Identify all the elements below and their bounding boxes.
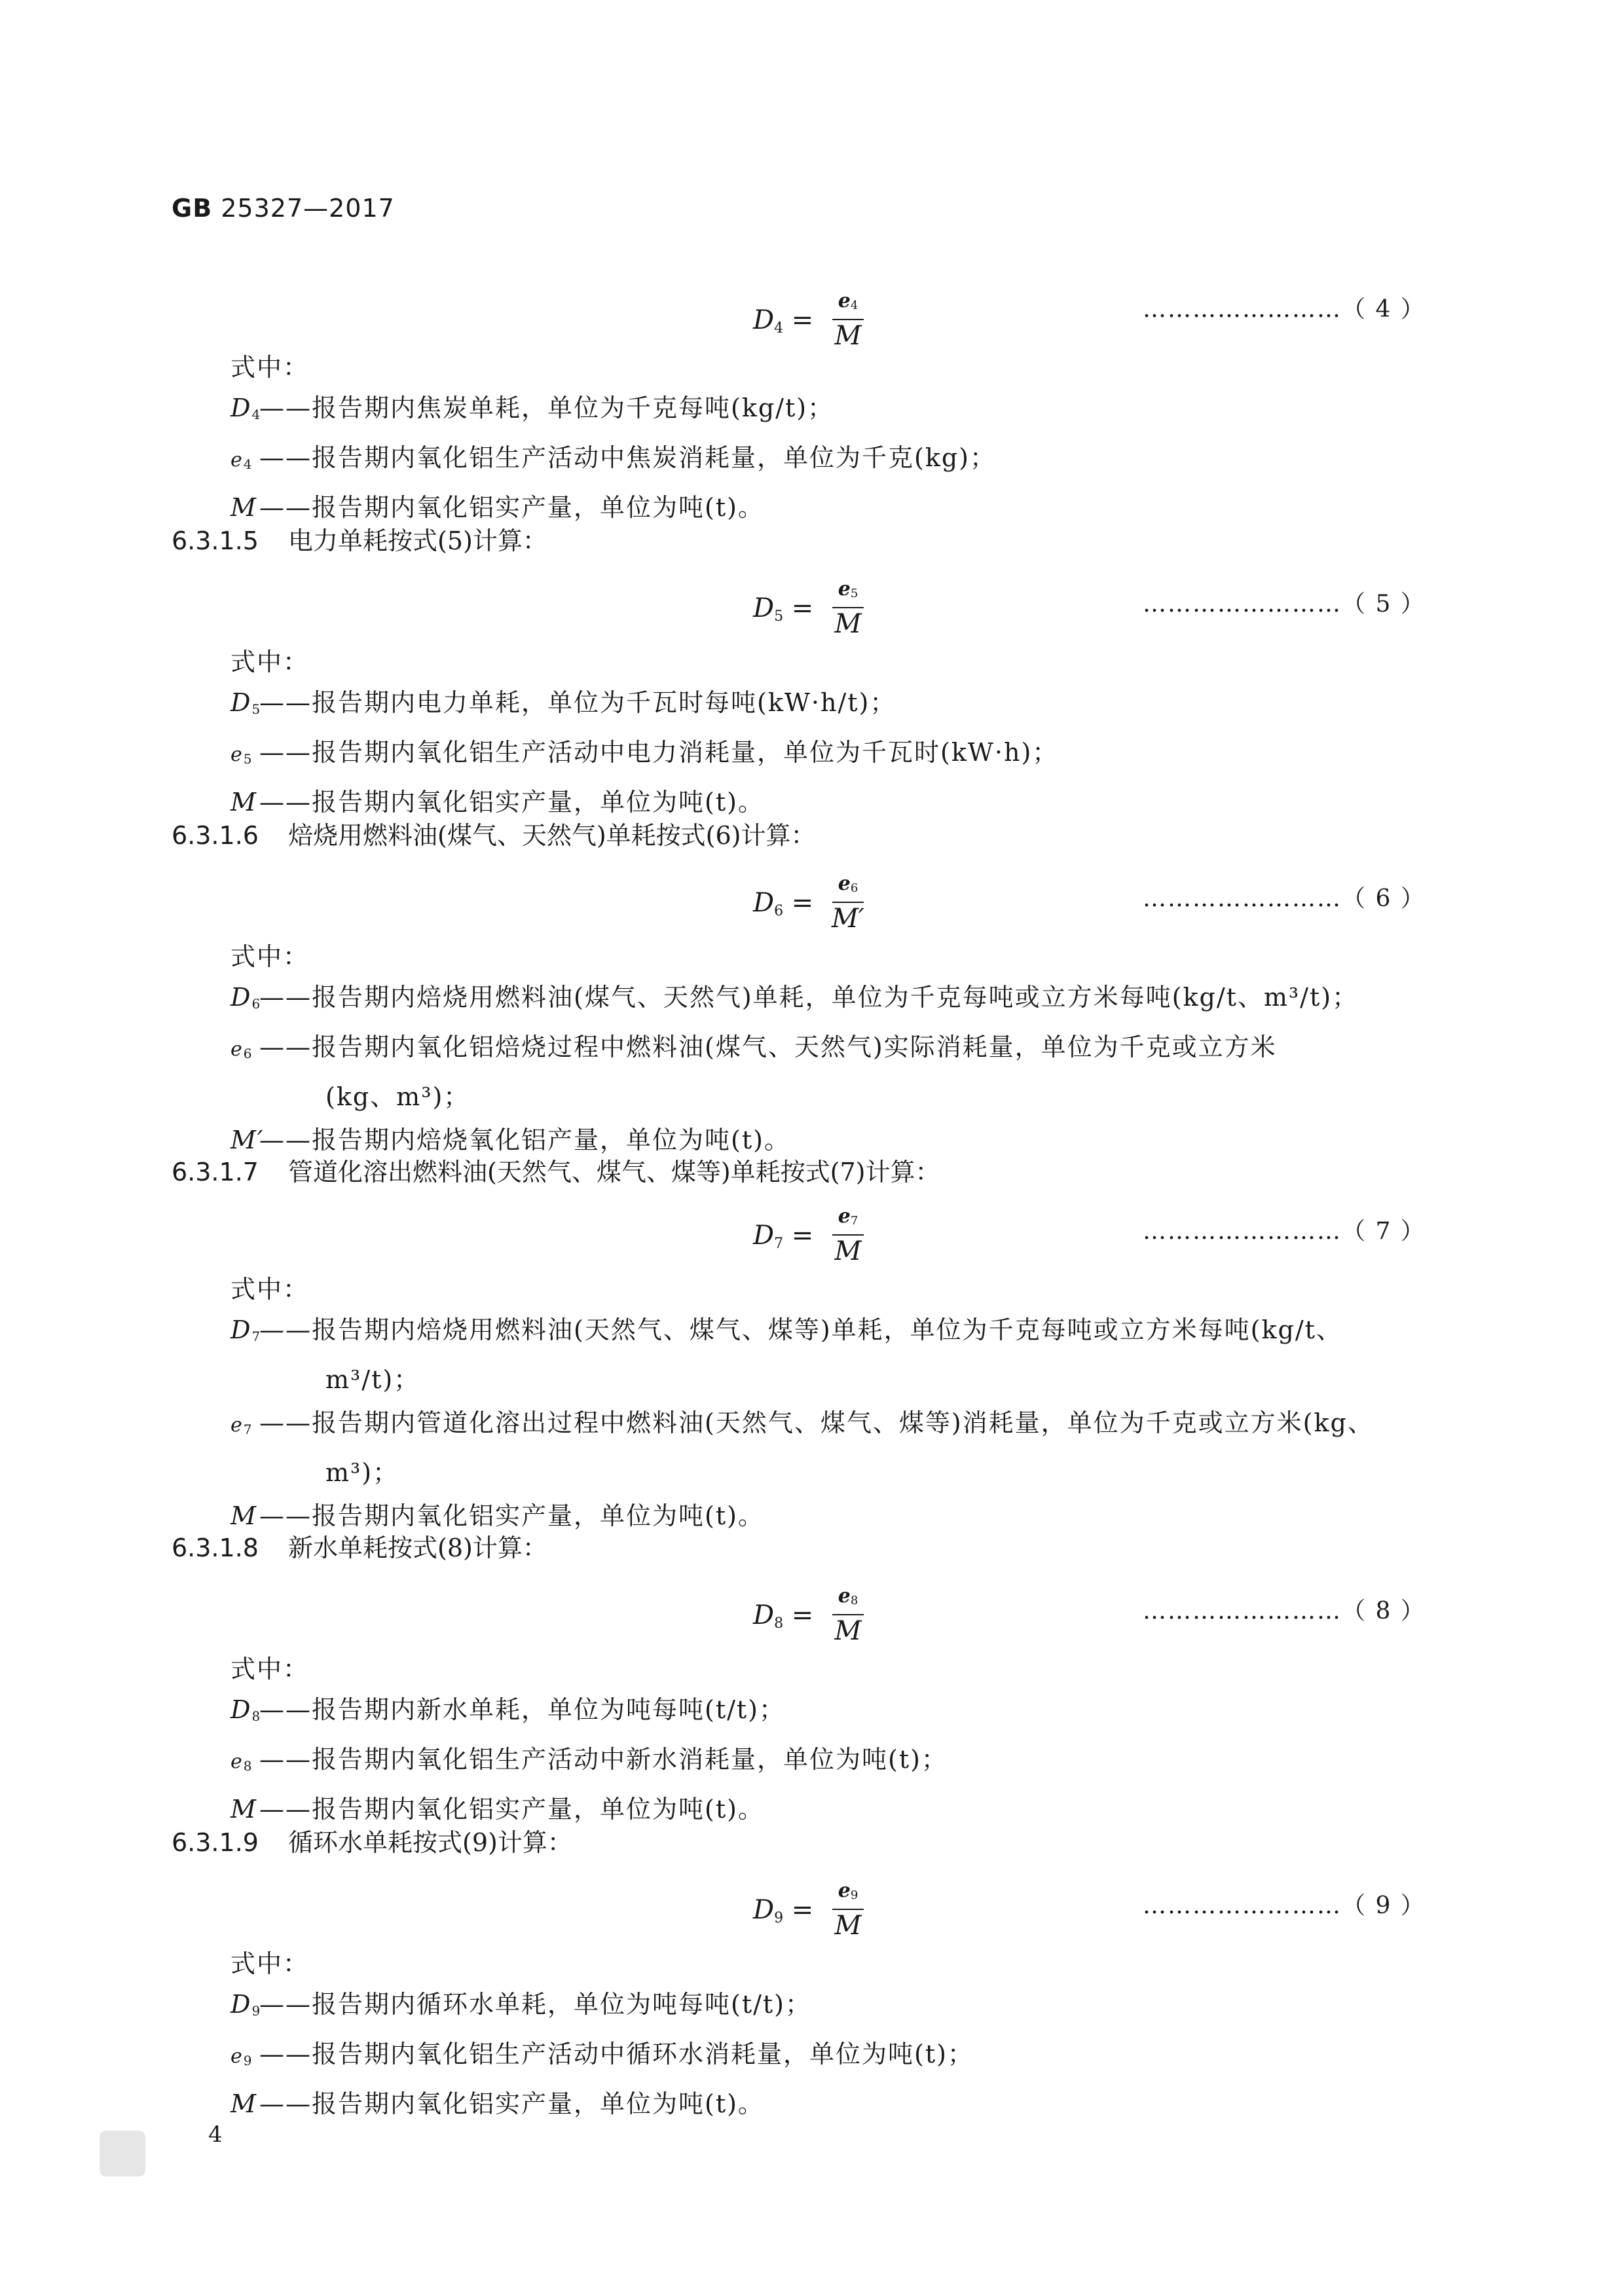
definition-line: $D_4——$报告期内焦炭单耗，单位为千克每吨(kg/t)； <box>231 394 834 422</box>
equation-number-9: ……………………（ 9 ） <box>1143 1892 1426 1919</box>
definitions-4 <box>231 386 996 529</box>
equation-number-5: ……………………（ 5 ） <box>1143 591 1426 617</box>
equation-number-8: ……………………（ 8 ） <box>1143 1598 1426 1625</box>
corner-mark <box>100 2131 145 2176</box>
definitions-9: $D_9——$报告期内循环水单耗，单位为吨每吨(t/t)； $e_9$ ——报告期内氧化铝生产活动中循环水消耗量，单位为吨(t)； M——报告期内氧化铝实产量，单位为吨(t)。 <box>231 1990 974 2118</box>
definition-line: $e_4$ ——报告期内氧化铝生产活动中焦炭消耗量，单位为千克(kg)； <box>231 443 997 472</box>
equation-number-6: ……………………（ 6 ） <box>1143 885 1426 912</box>
where-label: 式中： <box>231 942 310 971</box>
definition-line: M——报告期内氧化铝实产量，单位为吨(t)。 <box>231 493 764 522</box>
where-label: 式中： <box>231 648 310 676</box>
section-6-3-1-6: 6.3.1.6 焙烧用燃料油(煤气、天然气)单耗按式(6)计算： <box>172 821 816 850</box>
formula-fraction: e4 M <box>822 288 874 352</box>
where-label: 式中： <box>231 1949 310 1978</box>
section-6-3-1-7: 6.3.1.7 管道化溶出燃料油(天然气、煤气、煤等)单耗按式(7)计算： <box>172 1158 940 1186</box>
definitions-7: $D_7——$报告期内焙烧用燃料油(天然气、煤气、煤等)单耗，单位为千克每吨或立方米每吨(kg/t、 m³/t)； $e_7$ ——报告期内管道化溶出过程中燃料油(天然气、煤气、煤等)消耗量，单位为千克或立方米(kg、 m³)； M——报告期内氧化铝实产量，单位为吨(t)。 <box>231 1315 1374 1530</box>
where-label: 式中： <box>231 1275 310 1304</box>
equation-number-4: ……………………（ 4 ） <box>1143 296 1426 323</box>
equation-number-7: ……………………（ 7 ） <box>1143 1218 1426 1245</box>
section-6-3-1-5: 6.3.1.5 电力单耗按式(5)计算： <box>172 526 547 555</box>
definitions-5: $D_5——$报告期内电力单耗，单位为千瓦时每吨(kW·h/t)； $e_5$ ——报告期内氧化铝生产活动中电力消耗量，单位为千瓦时(kW·h)； M——报告期内氧化铝实产量，单位为吨(t)。 <box>231 688 1059 817</box>
formula-lhs: $D_4$ = <box>753 305 814 337</box>
section-6-3-1-9: 6.3.1.9 循环水单耗按式(9)计算： <box>172 1828 572 1857</box>
where-label: 式中： <box>231 1655 310 1683</box>
section-6-3-1-8: 6.3.1.8 新水单耗按式(8)计算： <box>172 1533 547 1562</box>
standard-prefix: GB <box>172 194 213 223</box>
page-number: 4 <box>208 2121 223 2148</box>
definitions-8: $D_8——$报告期内新水单耗，单位为吨每吨(t/t)； $e_8$ ——报告期内氧化铝生产活动中新水消耗量，单位为吨(t)； M——报告期内氧化铝实产量，单位为吨(t)。 <box>231 1695 948 1824</box>
definitions-6: $D_6——$报告期内焙烧用燃料油(煤气、天然气)单耗，单位为千克每吨或立方米每吨(kg/t、m³/t)； $e_6$ ——报告期内氧化铝焙烧过程中燃料油(煤气、天然气)实际消耗量，单位为千克或立方米 (kg、m³)； M′——报告期内焙烧氧化铝产量，单位为吨(t)。 <box>231 983 1359 1154</box>
standard-code <box>172 194 395 223</box>
where-label: 式中： <box>231 353 310 382</box>
standard-number: 25327—2017 <box>221 194 395 223</box>
